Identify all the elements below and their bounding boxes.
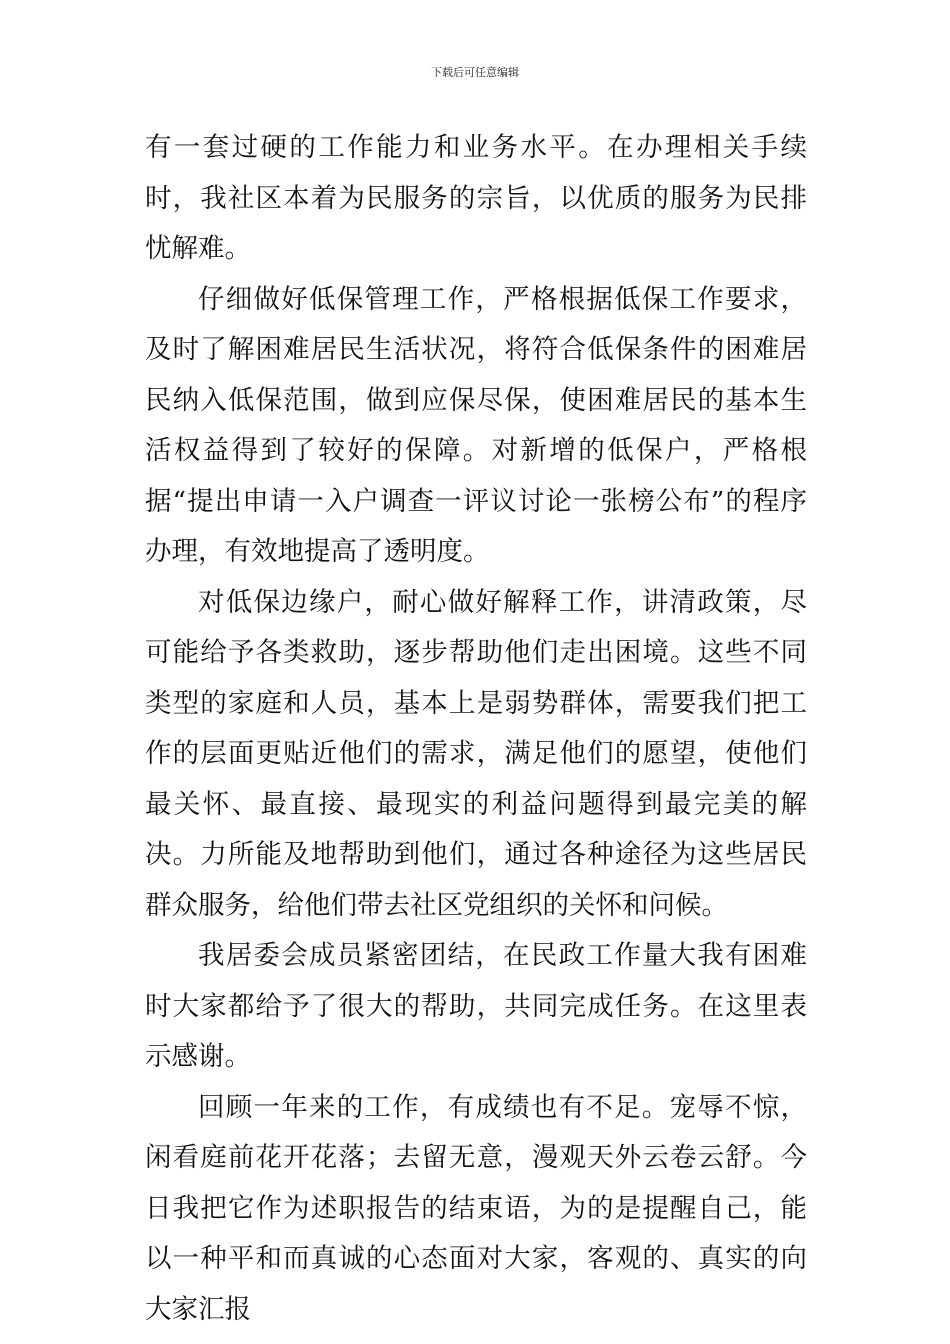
paragraph-4: 我居委会成员紧密团结，在民政工作量大我有困难时大家都给予了很大的帮助，共同完成任务。在这里表示感谢。 [145,940,807,1072]
paragraph-5: 回顾一年来的工作，有成绩也有不足。宠辱不惊，闲看庭前花开花落；去留无意，漫观天外云卷云舒。今日我把它作为述职报告的结束语，为的是提醒自己，能以一种平和而真诚的心态面对大家，客观的、真实的向大家汇报 [145,1091,807,1325]
document-body [145,123,807,1335]
paragraph-2: 仔细做好低保管理工作，严格根据低保工作要求，及时了解困难居民生活状况，将符合低保条件的困难居民纳入低保范围，做到应保尽保，使困难居民的基本生活权益得到了较好的保障。对新增的低保户，严格根据“提出申请一入户调查一评议讨论一张榜公布”的程序办理，有效地提高了透明度。 [145,283,807,567]
paragraph-3: 对低保边缘户，耐心做好解释工作，讲清政策，尽可能给予各类救助，逐步帮助他们走出困境。这些不同类型的家庭和人员，基本上是弱势群体，需要我们把工作的层面更贴近他们的需求，满足他们的愿望，使他们最关怀、最直接、最现实的利益问题得到最完美的解决。力所能及地帮助到他们，通过各种途径为这些居民群众服务，给他们带去社区党组织的关怀和问候。 [145,586,807,921]
page-header-note: 下载后可任意编辑 [431,66,519,79]
paragraph-1: 有一套过硬的工作能力和业务水平。在办理相关手续时，我社区本着为民服务的宗旨，以优质的服务为民排忧解难。 [145,132,807,264]
